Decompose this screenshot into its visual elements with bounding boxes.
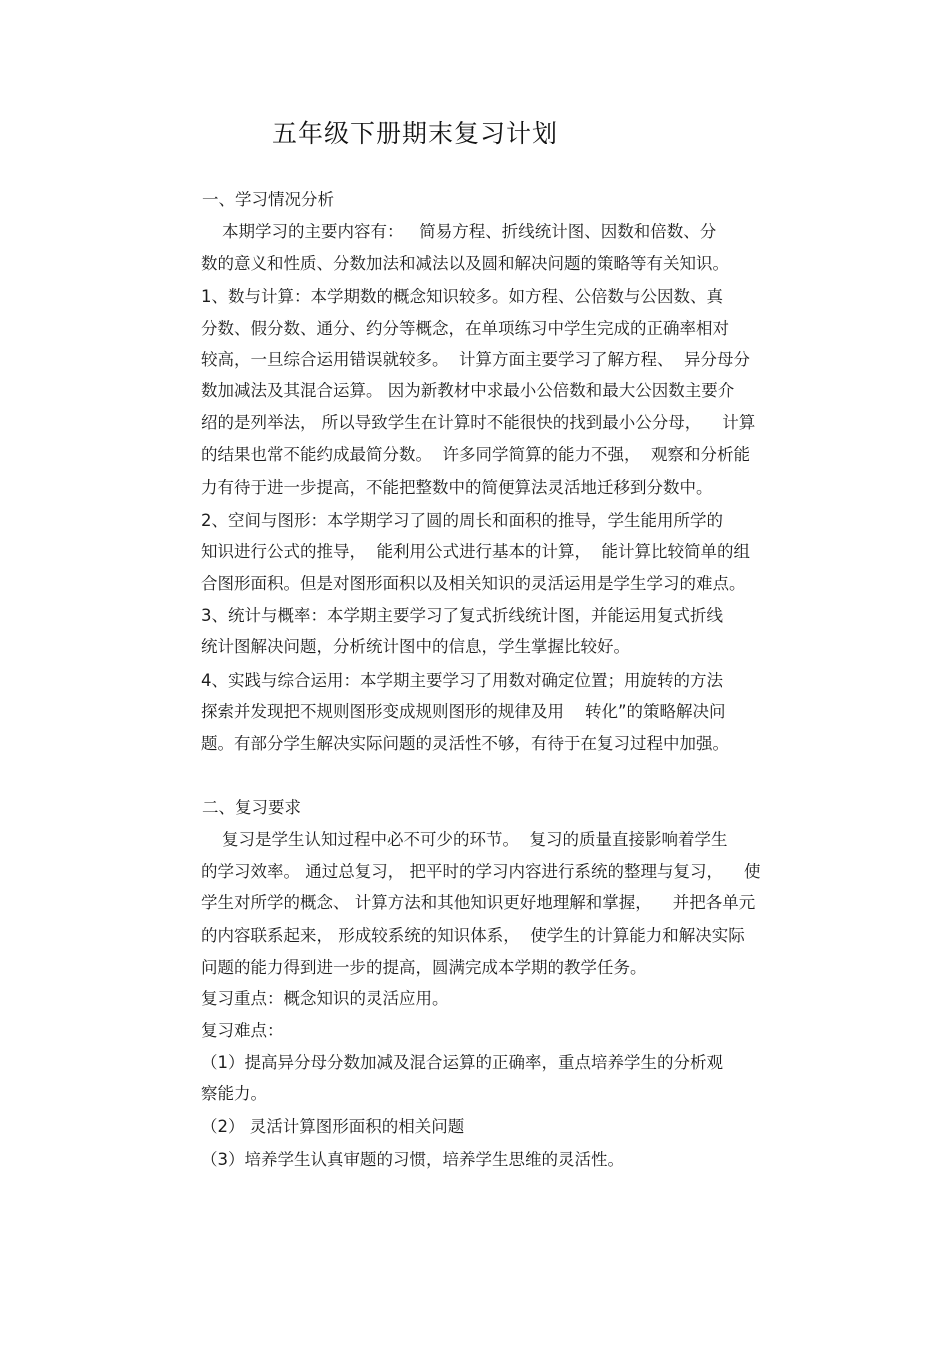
difficulty-item-continued: 察能力。 [201,1084,267,1103]
paragraph-line: 的学习效率。 通过总复习， 把平时的学习内容进行系统的整理与复习， 使 [201,862,761,881]
review-focus-line: 复习重点：概念知识的灵活应用。 [201,989,449,1008]
section-heading-analysis: 一、学习情况分析 [202,190,334,209]
review-difficulty-label: 复习难点： [201,1021,284,1040]
paragraph-line: 题。有部分学生解决实际问题的灵活性不够，有待于在复习过程中加强。 [201,734,729,753]
paragraph-line: 探索并发现把不规则图形变成规则图形的规律及用 转化”的策略解决问 [201,702,726,721]
paragraph-line: 学生对所学的概念、 计算方法和其他知识更好地理解和掌握， 并把各单元 [201,893,756,912]
difficulty-item: （2） 灵活计算图形面积的相关问题 [201,1117,465,1136]
paragraph-line: 数的意义和性质、分数加法和减法以及圆和解决问题的策略等有关知识。 [201,254,729,273]
paragraph-line: 的结果也常不能约成最简分数。 许多同学简算的能力不强， 观察和分析能 [201,445,750,464]
paragraph-line: 复习是学生认知过程中必不可少的环节。 复习的质量直接影响着学生 [201,830,728,849]
paragraph-line: 分数、假分数、通分、约分等概念，在单项练习中学生完成的正确率相对 [201,319,729,338]
paragraph-line: 绍的是列举法， 所以导致学生在计算时不能很快的找到最小公分母， 计算 [201,413,756,432]
paragraph-line: 力有待于进一步提高，不能把整数中的简便算法灵活地迁移到分数中。 [201,478,713,497]
paragraph-line: 问题的能力得到进一步的提高，圆满完成本学期的教学任务。 [201,958,647,977]
difficulty-item: （3）培养学生认真审题的习惯，培养学生思维的灵活性。 [201,1150,624,1169]
difficulty-item: （1）提高异分母分数加减及混合运算的正确率，重点培养学生的分析观 [201,1053,723,1072]
paragraph-line: 本期学习的主要内容有： 简易方程、折线统计图、因数和倍数、分 [201,222,717,241]
page-title: 五年级下册期末复习计划 [272,119,559,148]
paragraph-line: 合图形面积。但是对图形面积以及相关知识的灵活运用是学生学习的难点。 [201,574,746,593]
section-heading-requirements: 二、复习要求 [202,798,301,817]
paragraph-line: 的内容联系起来， 形成较系统的知识体系， 使学生的计算能力和解决实际 [201,926,745,945]
paragraph-line: 知识进行公式的推导， 能利用公式进行基本的计算， 能计算比较简单的组 [201,542,750,561]
paragraph-line: 数加减法及其混合运算。 因为新教材中求最小公倍数和最大公因数主要介 [201,381,735,400]
paragraph-line: 统计图解决问题，分析统计图中的信息，学生掌握比较好。 [201,637,630,656]
paragraph-line: 2、空间与图形：本学期学习了圆的周长和面积的推导，学生能用所学的 [201,511,723,530]
paragraph-line: 较高，一旦综合运用错误就较多。 计算方面主要学习了解方程、 异分母分 [201,350,750,369]
paragraph-line: 4、实践与综合运用：本学期主要学习了用数对确定位置；用旋转的方法 [201,671,723,690]
paragraph-line: 3、统计与概率：本学期主要学习了复式折线统计图，并能运用复式折线 [201,606,723,625]
paragraph-line: 1、数与计算：本学期数的概念知识较多。如方程、公倍数与公因数、真 [201,287,723,306]
